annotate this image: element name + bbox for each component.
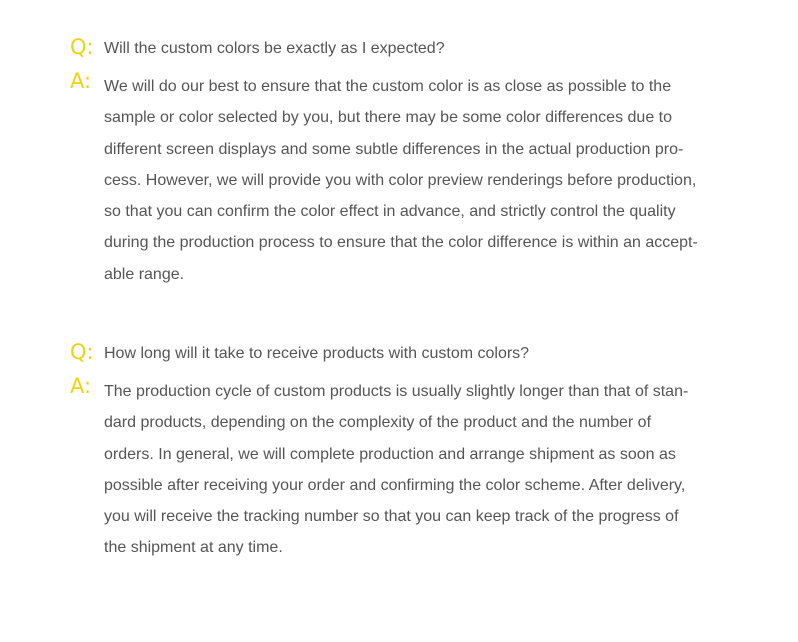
q-marker: Q: bbox=[70, 340, 94, 364]
answer-line: sample or color selected by you, but there may be some color differences due to bbox=[104, 109, 673, 127]
answer-line: dard products, depending on the complexity of the product and the number of bbox=[104, 414, 652, 432]
answer-row bbox=[70, 71, 730, 290]
a-marker: A: bbox=[70, 374, 92, 398]
answer-line: you will receive the tracking number so that you can keep track of the progress of bbox=[104, 508, 679, 526]
answer-line: The production cycle of custom products is usually slightly longer than that of stan- bbox=[104, 383, 689, 400]
answer-text bbox=[104, 376, 730, 564]
answer-line: We will do our best to ensure that the custom color is as close as possible to the bbox=[104, 78, 672, 95]
answer-line: possible after receiving your order and confirming the color scheme. After delivery, bbox=[104, 476, 686, 494]
question-row bbox=[70, 37, 730, 61]
answer-line: so that you can confirm the color effect in advance, and strictly control the quality bbox=[104, 203, 676, 221]
answer-line: the shipment at any time. bbox=[104, 539, 283, 557]
question-text: How long will it take to receive products with custom colors? bbox=[104, 345, 530, 362]
q-marker: Q: bbox=[70, 35, 94, 59]
answer-row bbox=[70, 376, 730, 564]
a-marker: A: bbox=[70, 69, 92, 93]
answer-line: during the production process to ensure that the color difference is within an accept- bbox=[104, 234, 698, 252]
question-row bbox=[70, 342, 730, 366]
faq-item-2 bbox=[70, 342, 730, 564]
answer-line: able range. bbox=[104, 265, 185, 283]
answer-line: orders. In general, we will complete production and arrange shipment as soon as bbox=[104, 445, 676, 463]
question-text: Will the custom colors be exactly as I expected? bbox=[104, 40, 445, 57]
faq-item-1 bbox=[70, 37, 730, 290]
answer-line: different screen displays and some subtle differences in the actual production pro- bbox=[104, 140, 684, 158]
answer-line: cess. However, we will provide you with color preview renderings before production, bbox=[104, 171, 697, 189]
answer-text bbox=[104, 71, 730, 290]
